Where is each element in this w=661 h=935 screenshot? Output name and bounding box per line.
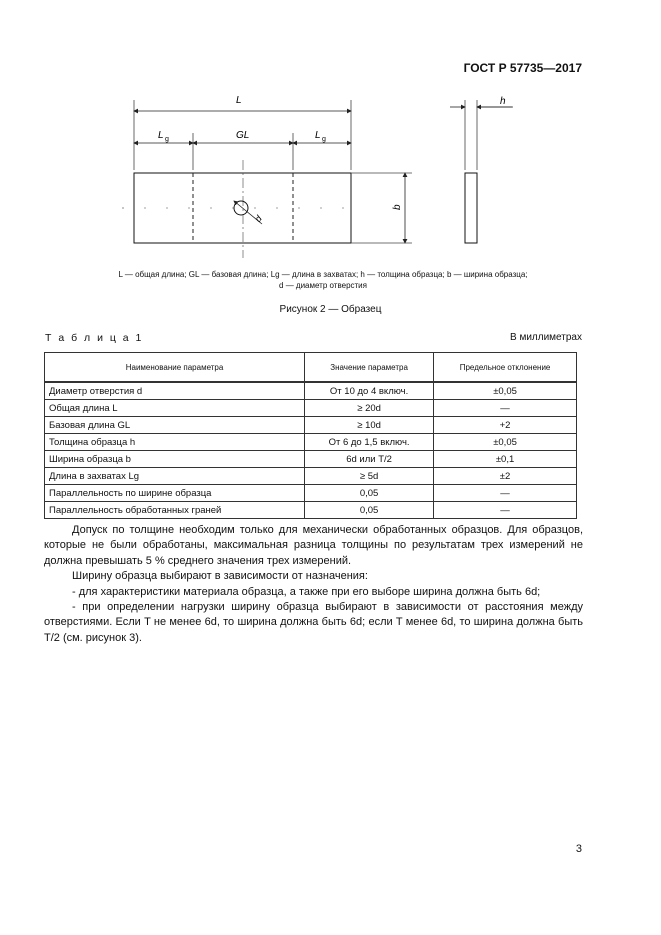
dim-label-L: L <box>236 95 242 106</box>
cell: Общая длина L <box>45 400 305 417</box>
document-code: ГОСТ Р 57735—2017 <box>463 61 582 75</box>
cell: 6d или T/2 <box>305 451 434 468</box>
cell: Ширина образца b <box>45 451 305 468</box>
cell: — <box>434 400 577 417</box>
header-value: Значение параметра <box>305 353 434 383</box>
table-label: Т а б л и ц а 1 <box>45 332 144 344</box>
body-text <box>44 523 583 646</box>
dim-label-Lg-left: L <box>158 130 164 141</box>
dim-sub-g-left: g <box>165 136 169 143</box>
cell: ≥ 10d <box>305 417 434 434</box>
parameters-table <box>44 352 577 519</box>
dim-label-d: d <box>252 213 264 224</box>
cell: — <box>434 502 577 519</box>
cell: ≥ 5d <box>305 468 434 485</box>
legend-line-1: L — общая длина; GL — базовая длина; Lg — длина в захватах; h — толщина образца; b — ширина образца; <box>118 270 528 279</box>
legend-line-2: d — диаметр отверстия <box>279 281 367 290</box>
cell: Длина в захватах Lg <box>45 468 305 485</box>
table-row <box>45 400 577 417</box>
paragraph-width-load: - при определении нагрузки ширину образца выбирают в зависимости от расстояния между отверстиями. Если T не менее 6d, то ширина должна быть 6d; если T менее 6d, то ширина должна быть T/2 (см. рисунок 3). <box>44 601 584 644</box>
paragraph-width-choice: Ширину образца выбирают в зависимости от назначения: <box>72 570 368 583</box>
cell: От 10 до 4 включ. <box>305 382 434 400</box>
dim-sub-g-right: g <box>322 136 326 143</box>
table-row <box>45 382 577 400</box>
cell: — <box>434 485 577 502</box>
cell: ±0,1 <box>434 451 577 468</box>
cell: +2 <box>434 417 577 434</box>
cell: Диаметр отверстия d <box>45 382 305 400</box>
cell: ≥ 20d <box>305 400 434 417</box>
cell: ±0,05 <box>434 382 577 400</box>
paragraph-width-material: - для характеристики материала образца, а также при его выборе ширина должна быть 6d; <box>72 585 541 598</box>
page-number: 3 <box>575 843 582 855</box>
dim-label-GL: GL <box>236 130 250 141</box>
figure-legend <box>88 269 558 291</box>
table-row <box>45 434 577 451</box>
dim-label-b: b <box>392 204 403 210</box>
table-row <box>45 485 577 502</box>
cell: От 6 до 1,5 включ. <box>305 434 434 451</box>
table-header-row <box>45 353 577 383</box>
cell: ±0,05 <box>434 434 577 451</box>
table-row <box>45 451 577 468</box>
table-units: В миллиметрах <box>510 332 582 343</box>
cell: Базовая длина GL <box>45 417 305 434</box>
figure-caption: Рисунок 2 — Образец <box>279 304 382 315</box>
table-row <box>45 502 577 519</box>
cell: 0,05 <box>305 485 434 502</box>
cell: Параллельность по ширине образца <box>45 485 305 502</box>
cell: Толщина образца h <box>45 434 305 451</box>
cell: 0,05 <box>305 502 434 519</box>
cell: ±2 <box>434 468 577 485</box>
header-parameter: Наименование параметра <box>45 353 305 383</box>
table-row <box>45 417 577 434</box>
paragraph-tolerance: Допуск по толщине необходим только для механически обработанных образцов. Для образцов, которые не были обработаны, максимальная разница толщины по результатам трех измерений не должна превышать 5 % среднего значения трех измерений. <box>44 524 583 567</box>
table-row <box>45 468 577 485</box>
header-deviation: Предельное отклонение <box>434 353 577 383</box>
dim-label-h: h <box>500 96 506 107</box>
dim-label-Lg-right: L <box>315 130 321 141</box>
cell: Параллельность обработанных граней <box>45 502 305 519</box>
